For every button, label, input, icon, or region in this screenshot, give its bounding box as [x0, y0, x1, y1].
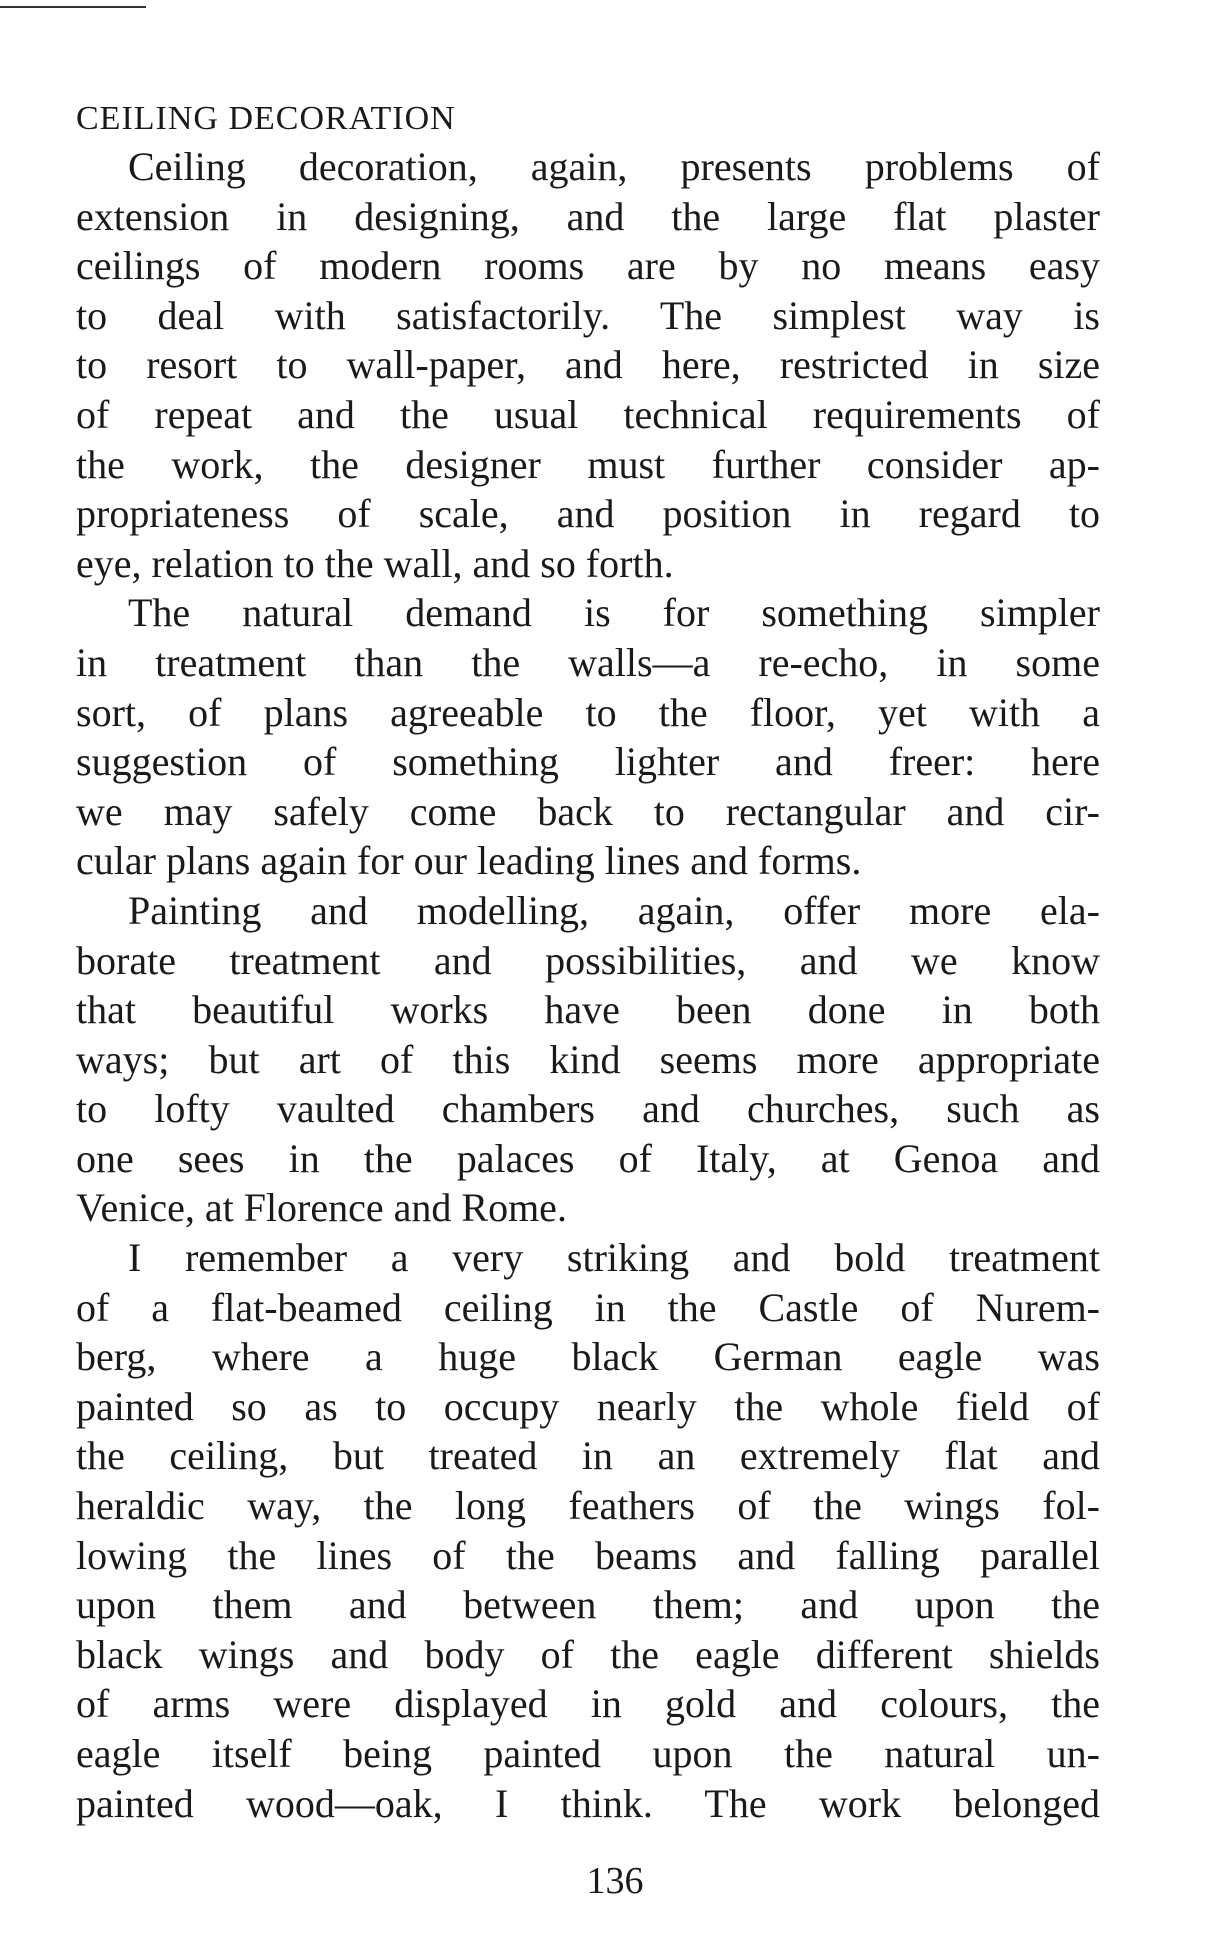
text-line: ceilings of modern rooms are by no means easy [76, 243, 1100, 289]
paragraph-4 [76, 1233, 1100, 1828]
text-line: eagle itself being painted upon the natural un- [76, 1731, 1100, 1776]
text-line: painted wood—oak, I think. The work belonged [76, 1780, 1100, 1826]
text-line: Venice, at Florence and Rome. [76, 1185, 567, 1231]
text-line: suggestion of something lighter and freer: here [76, 739, 1100, 785]
text-line: the work, the designer must further consider ap- [76, 441, 1100, 487]
text-line: cular plans again for our leading lines and forms. [76, 838, 862, 884]
text-line: upon them and between them; and upon the [76, 1582, 1100, 1628]
page-body [76, 96, 1100, 1828]
text-line: to lofty vaulted chambers and churches, such as [76, 1086, 1100, 1132]
paragraph-1 [76, 142, 1100, 588]
text-line: heraldic way, the long feathers of the wings fol- [76, 1483, 1100, 1529]
running-head: CEILING DECORATION [76, 100, 456, 137]
text-line: of arms were displayed in gold and colours, the [76, 1681, 1100, 1727]
text-line: painted so as to occupy nearly the whole field of [76, 1383, 1100, 1429]
text-line: borate treatment and possibilities, and we know [76, 937, 1100, 983]
text-line: extension in designing, and the large flat plaster [76, 193, 1100, 239]
text-line: berg, where a huge black German eagle was [76, 1334, 1100, 1380]
paragraph-2 [76, 588, 1100, 886]
text-line: to deal with satisfactorily. The simplest way is [76, 292, 1100, 338]
text-line: we may safely come back to rectangular and cir- [76, 788, 1100, 834]
text-line: of a flat-beamed ceiling in the Castle of Nurem- [76, 1284, 1100, 1330]
text-line: propriateness of scale, and position in regard to [76, 491, 1100, 537]
text-line: of repeat and the usual technical requirements of [76, 391, 1100, 437]
text-line: in treatment than the walls—a re-echo, in some [76, 639, 1100, 685]
text-line: sort, of plans agreeable to the floor, yet with a [76, 689, 1100, 735]
text-line: Painting and modelling, again, offer more ela- [128, 887, 1100, 933]
text-line: to resort to wall-paper, and here, restricted in size [76, 342, 1100, 388]
text-line: Ceiling decoration, again, presents problems of [128, 144, 1100, 189]
text-line: ways; but art of this kind seems more appropriate [76, 1036, 1100, 1082]
text-line: the ceiling, but treated in an extremely flat and [76, 1433, 1100, 1479]
page-number: 136 [586, 1860, 644, 1902]
corner-rule [0, 6, 146, 8]
text-line: that beautiful works have been done in both [76, 987, 1100, 1033]
text-line: The natural demand is for something simpler [128, 590, 1100, 636]
text-line: I remember a very striking and bold treatment [128, 1235, 1100, 1281]
text-line: black wings and body of the eagle different shields [76, 1631, 1100, 1677]
paragraph-3 [76, 886, 1100, 1233]
text-line: lowing the lines of the beams and falling parallel [76, 1532, 1100, 1578]
text-line: eye, relation to the wall, and so forth. [76, 540, 674, 586]
text-line: one sees in the palaces of Italy, at Genoa and [76, 1135, 1100, 1181]
